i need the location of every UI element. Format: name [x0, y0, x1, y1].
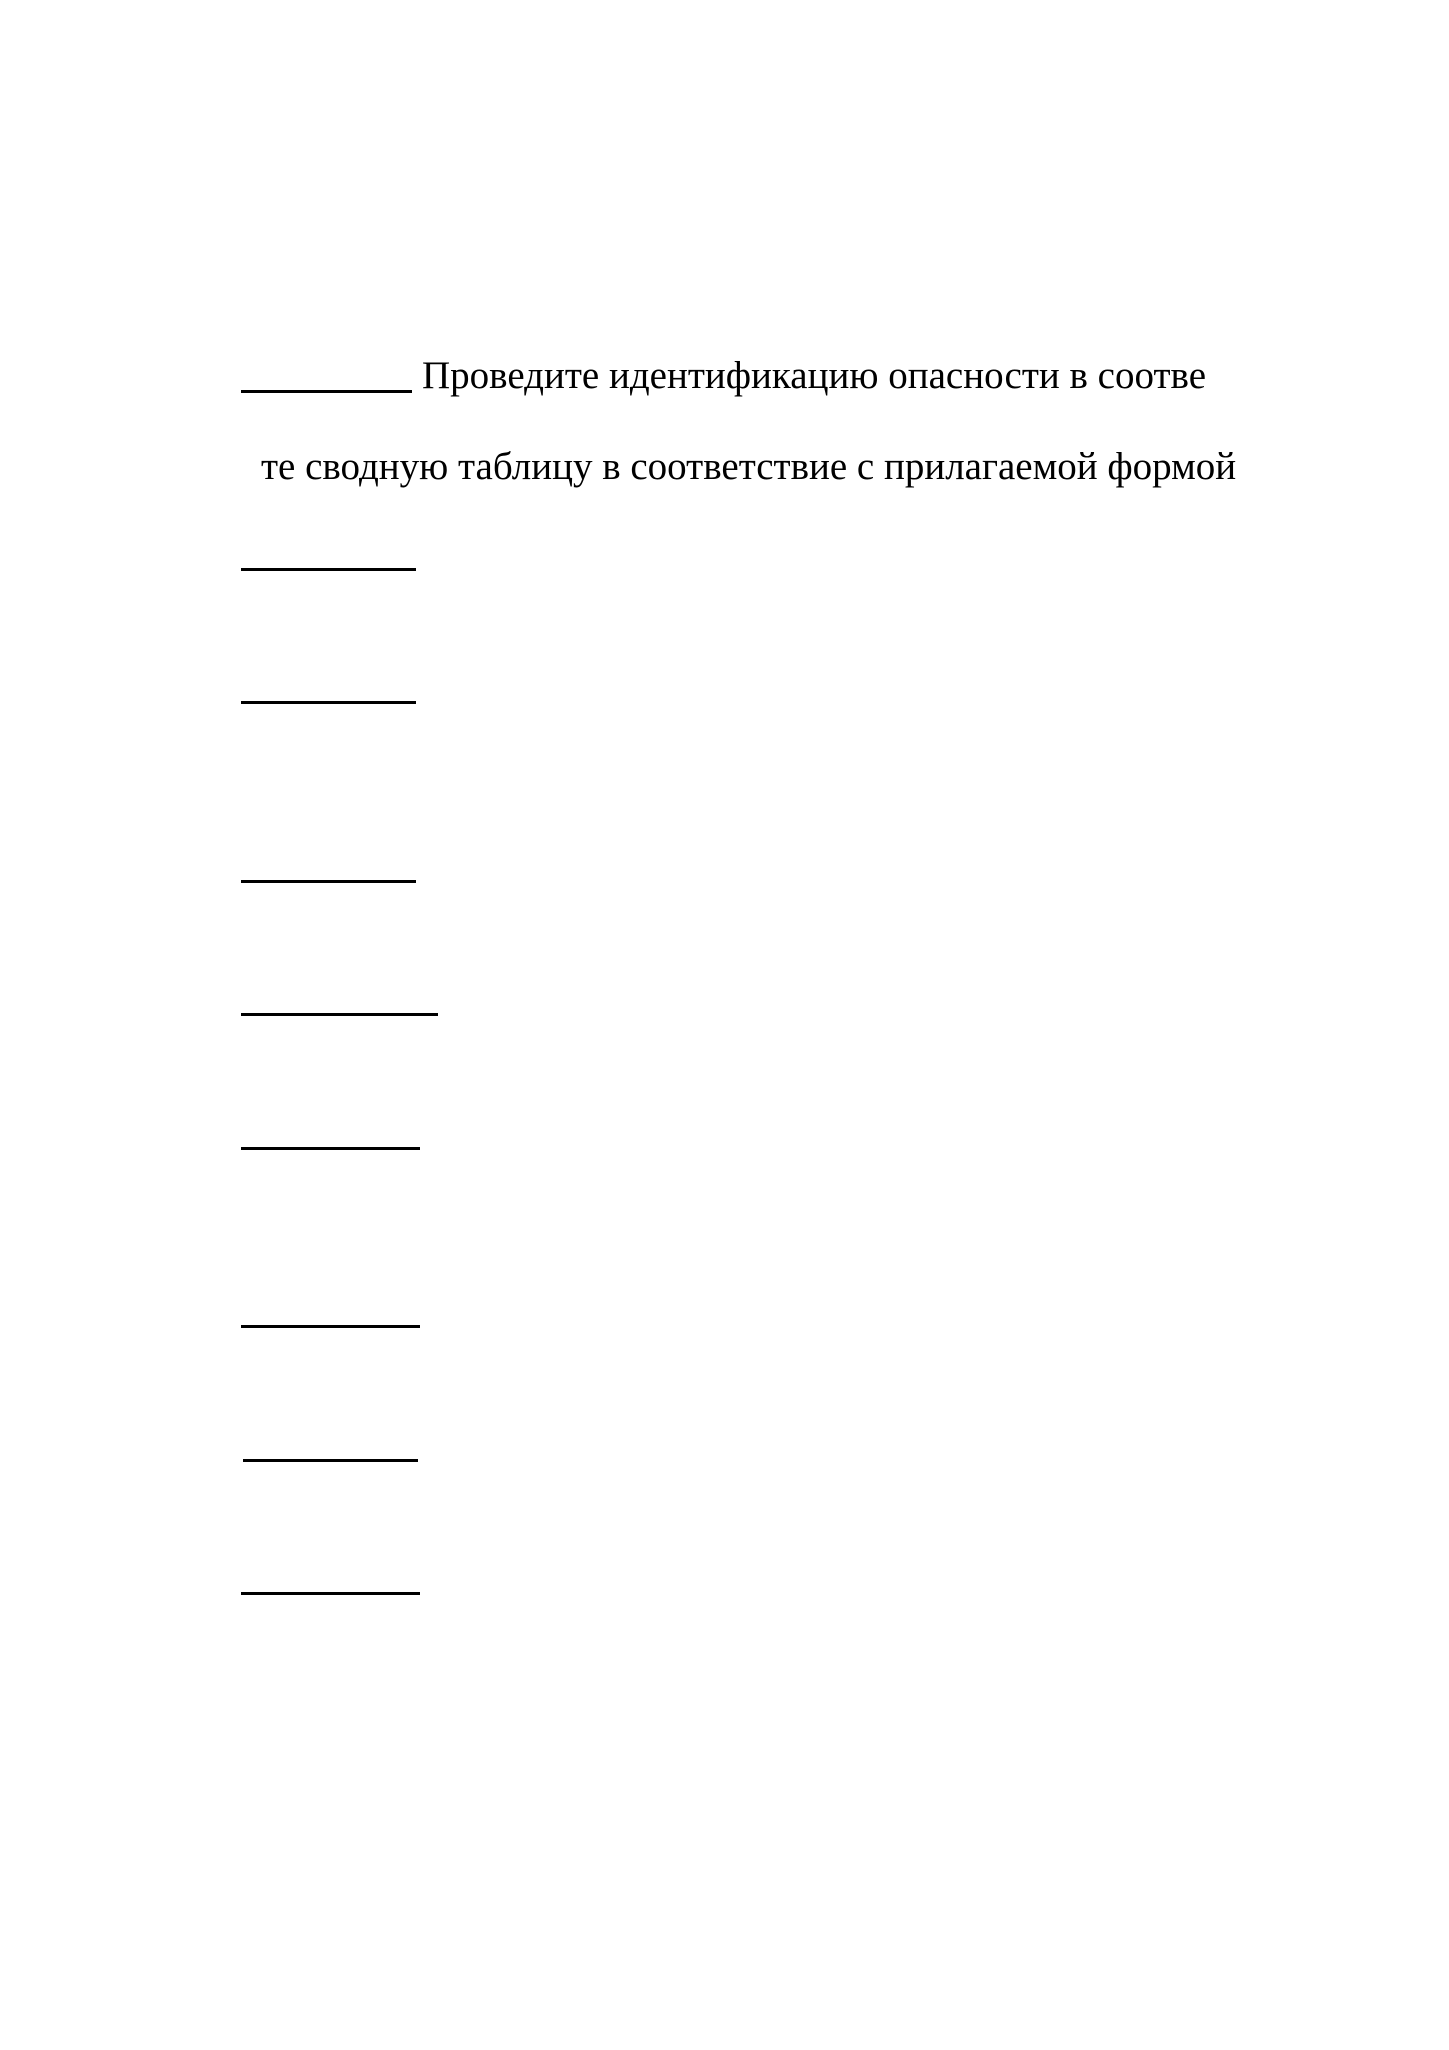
blank-line-4	[241, 880, 416, 883]
instruction-line-1: Проведите идентификацию опасности в соотве	[422, 354, 1207, 397]
blank-line-6	[241, 1147, 420, 1150]
blank-line-1	[241, 390, 412, 393]
instruction-line-2: те сводную таблицу в соответствие с прилагаемой формой	[261, 445, 1237, 488]
blank-line-8	[243, 1459, 418, 1462]
blank-line-3	[241, 701, 416, 704]
blank-line-2	[241, 568, 416, 571]
blank-line-7	[241, 1325, 420, 1328]
blank-line-9	[241, 1592, 420, 1595]
blank-line-5	[241, 1013, 438, 1016]
